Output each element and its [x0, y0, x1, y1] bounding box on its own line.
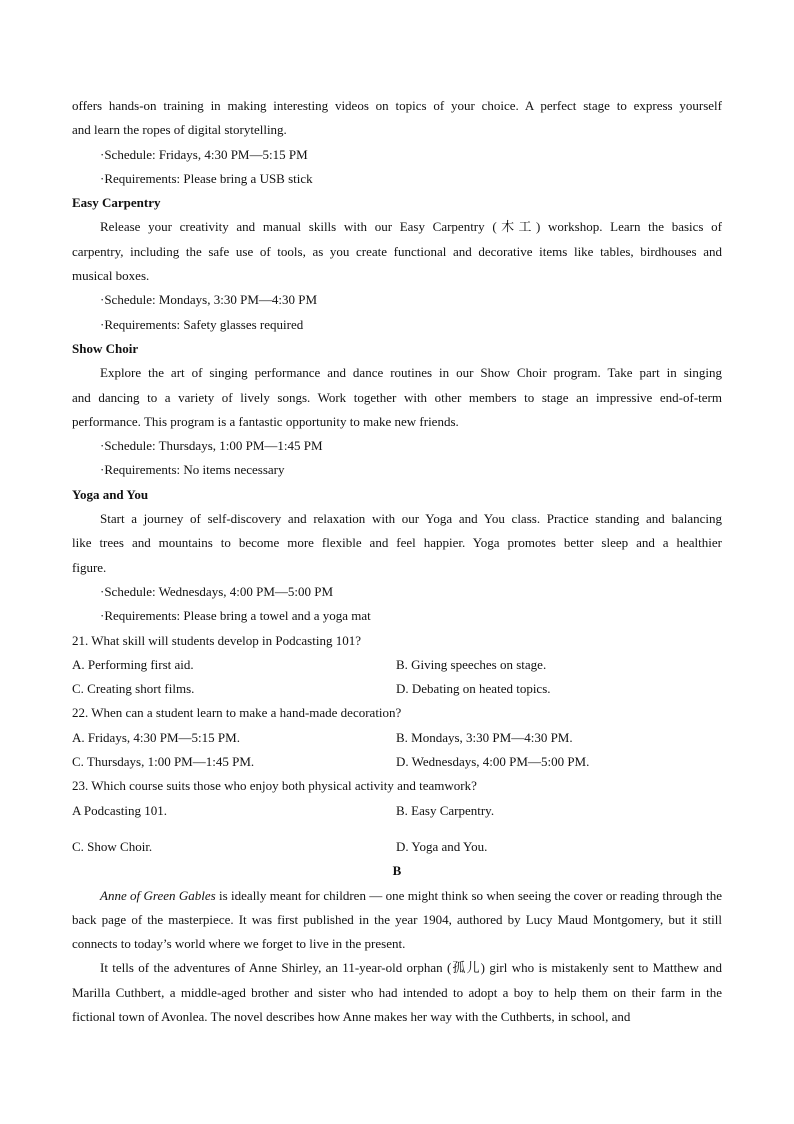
intro-line-1: offers hands-on training in making interesting videos on topics of your choice. A perfect stage to express yourself: [72, 98, 722, 113]
option-21-c: C. Creating short films.: [72, 681, 195, 697]
option-23-b: B. Easy Carpentry.: [396, 802, 495, 818]
choir-line-2: and dancing to a variety of lively songs. Work together with other members to stage an impressive end-of-term: [72, 389, 722, 405]
yoga-requirements: ·Requirements: Please bring a towel and a yoga mat: [100, 608, 371, 624]
question-22-stem: 22. When can a student learn to make a hand-made decoration?: [72, 705, 402, 721]
question-23-options-row-1: [72, 799, 722, 823]
paragraph-1-text: is ideally meant for children — one might think so when seeing the cover or reading through the back page of the masterpiece. It was first published in the year 1904, authored by Lucy Maud Montgomery, but it still connects to today’s world where we forget to live in the present.: [72, 887, 722, 952]
question-22-options-row-2: [72, 750, 722, 774]
option-21-b: B. Giving speeches on stage.: [396, 656, 547, 672]
choir-line-1: Explore the art of singing performance and dance routines in our Show Choir program. Take part in singing: [100, 365, 722, 381]
yoga-line-1: Start a journey of self-discovery and relaxation with our Yoga and You class. Practice standing and balancing: [100, 511, 722, 527]
option-23-c: C. Show Choir.: [72, 838, 153, 854]
question-21-options-row-2: [72, 677, 722, 701]
yoga-line-2: like trees and mountains to become more flexible and feel happier. Yoga promotes better sleep and a healthier: [72, 535, 722, 551]
option-21-a: A. Performing first aid.: [72, 656, 194, 672]
yoga-schedule: ·Schedule: Wednesdays, 4:00 PM—5:00 PM: [100, 583, 334, 599]
option-22-a: A. Fridays, 4:30 PM—5:15 PM.: [72, 729, 240, 745]
option-23-a: A Podcasting 101.: [72, 802, 167, 818]
spacer: [72, 823, 722, 835]
book-title: Anne of Green Gables: [100, 887, 216, 903]
question-23-stem: 23. Which course suits those who enjoy both physical activity and teamwork?: [72, 778, 477, 794]
choir-schedule: ·Schedule: Thursdays, 1:00 PM—1:45 PM: [100, 438, 323, 454]
passage-b-label: B: [392, 863, 402, 879]
passage-b-paragraph-1: [72, 884, 722, 957]
option-23-d: D. Yoga and You.: [396, 838, 488, 854]
option-22-b: B. Mondays, 3:30 PM—4:30 PM.: [396, 729, 573, 745]
carpentry-schedule: ·Schedule: Mondays, 3:30 PM—4:30 PM: [100, 292, 318, 308]
carpentry-line-1: Release your creativity and manual skills with our Easy Carpentry (木工) workshop. Learn the basics of: [100, 219, 722, 235]
carpentry-requirements: ·Requirements: Safety glasses required: [100, 316, 304, 332]
section-title-carpentry: Easy Carpentry: [72, 195, 161, 211]
document-page: [72, 94, 722, 1029]
yoga-line-3: figure.: [72, 559, 107, 575]
choir-requirements: ·Requirements: No items necessary: [100, 462, 285, 478]
podcasting-schedule: ·Schedule: Fridays, 4:30 PM—5:15 PM: [100, 146, 308, 162]
question-22-options-row-1: [72, 726, 722, 750]
question-21-options-row-1: [72, 653, 722, 677]
section-title-yoga: Yoga and You: [72, 486, 149, 502]
intro-line-2: and learn the ropes of digital storytelling.: [72, 122, 287, 138]
option-22-c: C. Thursdays, 1:00 PM—1:45 PM.: [72, 754, 255, 770]
choir-line-3: performance. This program is a fantastic opportunity to make new friends.: [72, 413, 459, 429]
section-title-show-choir: Show Choir: [72, 340, 139, 356]
question-23-options-row-2: [72, 835, 722, 859]
carpentry-line-2: carpentry, including the safe use of tools, as you create functional and decorative items like tables, birdhouses and: [72, 243, 722, 259]
carpentry-line-3: musical boxes.: [72, 268, 150, 284]
passage-b-paragraph-2: It tells of the adventures of Anne Shirley, an 11-year-old orphan (孤儿) girl who is mistakenly sent to Matthew and Marilla Cuthbert, a middle-aged brother and sister who had intended to adopt a boy to help them on their farm in the fictional town of Avonlea. The novel describes how Anne makes her way with the Cuthberts, in school, and: [72, 960, 722, 1024]
option-22-d: D. Wednesdays, 4:00 PM—5:00 PM.: [396, 754, 590, 770]
podcasting-requirements: ·Requirements: Please bring a USB stick: [100, 170, 313, 186]
option-21-d: D. Debating on heated topics.: [396, 681, 551, 697]
question-21-stem: 21. What skill will students develop in Podcasting 101?: [72, 632, 361, 648]
